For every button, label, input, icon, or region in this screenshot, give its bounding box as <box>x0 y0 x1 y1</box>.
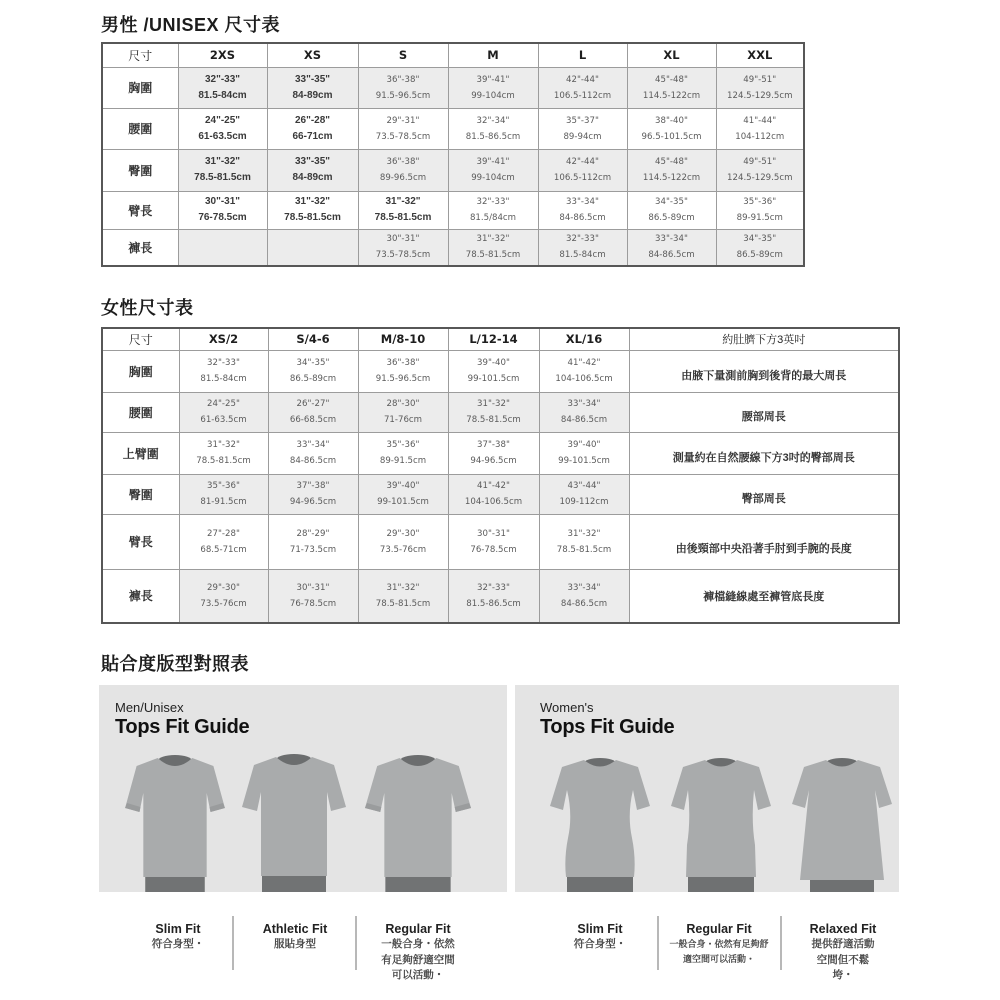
table-row-waist <box>102 392 899 432</box>
cm-value: 84-86.5cm <box>559 213 606 223</box>
cm-value: 81-91.5cm <box>200 497 247 507</box>
men-fit-caption-regular <box>358 921 478 984</box>
inch-value: 49"-51" <box>743 74 777 85</box>
inch-value: 30"-31" <box>204 196 241 207</box>
size-cell <box>538 149 627 191</box>
cm-value: 94-96.5cm <box>470 456 517 466</box>
row-label: 臀圍 <box>102 149 178 191</box>
size-cell-empty <box>267 229 358 266</box>
cm-value: 78.5-81.5cm <box>375 598 431 609</box>
men-fit-guide-panel <box>99 685 507 892</box>
inch-value: 33"-34" <box>566 197 599 207</box>
cm-value: 104-106.5cm <box>464 497 523 507</box>
cm-value: 84-86.5cm <box>560 415 608 425</box>
inch-value: 33"-34" <box>655 234 688 245</box>
size-cell <box>627 67 716 108</box>
inch-value: 34"-35" <box>743 234 777 245</box>
cm-value: 61-63.5cm <box>200 415 247 425</box>
size-cell <box>358 108 448 149</box>
inch-value: 29"-30" <box>207 582 240 593</box>
size-cell <box>627 229 716 266</box>
inch-value: 28"-29" <box>296 528 330 539</box>
inch-value: 33"-34" <box>567 582 601 593</box>
size-cell <box>267 191 358 229</box>
table-row-chest <box>102 67 804 108</box>
header-size-s: S <box>358 43 448 67</box>
cm-value: 86.5-89cm <box>289 374 337 384</box>
size-cell <box>267 67 358 108</box>
cm-value: 71-76cm <box>383 415 423 425</box>
cm-value: 84-86.5cm <box>648 250 695 261</box>
women-fit-caption-regular <box>659 921 779 967</box>
inch-value: 39"-41" <box>476 74 510 85</box>
inch-value: 31"-32" <box>294 196 331 207</box>
size-cell <box>539 392 629 432</box>
table-row-hip <box>102 474 899 514</box>
cm-value: 84-89cm <box>292 172 333 183</box>
cm-value: 91.5-96.5cm <box>375 90 431 101</box>
cm-value: 94-96.5cm <box>289 497 337 507</box>
size-cell <box>538 191 627 229</box>
cm-value: 109-112cm <box>559 497 609 507</box>
fit-name: Relaxed Fit <box>809 922 877 936</box>
table-row-arm-length <box>102 191 804 229</box>
cm-value: 68.5-71cm <box>200 544 247 555</box>
tshirt-athletic-fit-icon <box>242 754 346 892</box>
tshirt-women-slim-fit-icon <box>550 758 650 892</box>
men-fit-guide-tag: Men/Unisex <box>115 700 184 715</box>
fit-name: Slim Fit <box>155 922 201 936</box>
inch-value: 42"-44" <box>566 157 599 167</box>
tshirt-women-relaxed-fit-icon <box>792 758 892 892</box>
cm-value: 99-101.5cm <box>467 374 520 384</box>
inch-value: 39"-40" <box>477 358 510 368</box>
size-cell <box>358 514 448 569</box>
cm-value: 66-71cm <box>292 130 333 142</box>
table-row-pants-length <box>102 229 804 266</box>
header-size-label: 尺寸 <box>102 328 179 350</box>
inch-value: 32"-33" <box>476 197 510 207</box>
size-cell <box>358 67 448 108</box>
row-label: 胸圍 <box>102 67 178 108</box>
cm-value: 114.5-122cm <box>642 90 701 101</box>
inch-value: 37"-38" <box>296 481 330 491</box>
cm-value: 78.5-81.5cm <box>556 544 612 555</box>
inch-value: 41"-44" <box>743 115 777 126</box>
cm-value: 81.5-84cm <box>198 89 247 101</box>
cm-value: 114.5-122cm <box>642 173 701 183</box>
row-label: 褲長 <box>102 229 178 266</box>
size-cell <box>448 569 539 623</box>
size-cell <box>539 350 629 392</box>
header-size-l: L <box>538 43 627 67</box>
fit-name: Regular Fit <box>686 922 752 936</box>
measurement-note: 臀部周長 <box>629 474 899 514</box>
cm-value: 81.5-86.5cm <box>465 131 521 142</box>
cm-value: 71-73.5cm <box>289 544 337 555</box>
size-cell <box>268 392 358 432</box>
size-cell <box>448 514 539 569</box>
table-row-chest <box>102 350 899 392</box>
cm-value: 61-63.5cm <box>198 130 247 142</box>
size-cell <box>358 474 448 514</box>
men-size-chart-title: 男性 /UNISEX 尺寸表 <box>101 15 281 35</box>
inch-value: 33"-34" <box>296 440 330 450</box>
fit-description-line: 符合身型・ <box>151 938 205 950</box>
size-cell <box>178 108 267 149</box>
fit-description-line: 符合身型・ <box>573 938 627 950</box>
cm-value: 84-86.5cm <box>289 456 337 466</box>
cm-value: 73.5-78.5cm <box>375 250 431 261</box>
size-cell <box>358 350 448 392</box>
fit-description-line: 服貼身型 <box>274 938 316 950</box>
header-size-m: M <box>448 43 538 67</box>
inch-value: 35"-36" <box>743 197 777 207</box>
caption-divider <box>355 916 357 970</box>
cm-value: 73.5-76cm <box>200 598 247 609</box>
inch-value: 42"-44" <box>566 74 599 85</box>
size-cell <box>358 229 448 266</box>
cm-value: 89-94cm <box>563 131 602 142</box>
cm-value: 124.5-129.5cm <box>727 173 793 183</box>
inch-value: 24"-25" <box>207 399 240 409</box>
tshirt-regular-fit-icon <box>365 755 471 892</box>
cm-value: 104-112cm <box>735 131 785 142</box>
header-size-2xs: 2XS <box>178 43 267 67</box>
inch-value: 26"-27" <box>296 399 330 409</box>
measurement-note: 由腋下量測前胸到後背的最大周長 <box>629 350 899 392</box>
cm-value: 78.5-81.5cm <box>465 250 521 261</box>
inch-value: 36"-38" <box>386 358 420 368</box>
inch-value: 31"-32" <box>476 234 510 245</box>
size-cell <box>539 514 629 569</box>
size-cell <box>179 432 268 474</box>
women-fit-caption-relaxed <box>783 921 903 984</box>
size-cell <box>539 432 629 474</box>
fit-description-line: 空間但不鬆 <box>816 953 870 966</box>
cm-value: 66-68.5cm <box>289 415 337 425</box>
inch-value: 38"-40" <box>655 115 688 126</box>
inch-value: 31"-32" <box>207 440 240 450</box>
row-label: 褲長 <box>102 569 179 623</box>
inch-value: 35"-36" <box>207 481 240 491</box>
women-size-table <box>101 327 900 624</box>
cm-value: 76-78.5cm <box>289 598 337 609</box>
inch-value: 35"-37" <box>566 115 599 126</box>
cm-value: 73.5-76cm <box>379 544 427 555</box>
size-cell <box>179 392 268 432</box>
inch-value: 34"-35" <box>296 358 330 368</box>
inch-value: 33"-35" <box>294 73 331 85</box>
size-cell <box>448 350 539 392</box>
size-cell <box>448 108 538 149</box>
size-cell <box>267 108 358 149</box>
size-cell <box>448 67 538 108</box>
inch-value: 30"-31" <box>477 528 510 539</box>
table-row-upper-arm <box>102 432 899 474</box>
tshirt-slim-fit-icon <box>125 755 225 892</box>
cm-value: 91.5-96.5cm <box>375 374 431 384</box>
table-header-row <box>102 328 899 350</box>
inch-value: 31"-32" <box>386 582 420 593</box>
size-cell <box>539 474 629 514</box>
cm-value: 81.5-86.5cm <box>466 598 521 609</box>
size-cell <box>178 67 267 108</box>
header-size-s46: S/4-6 <box>268 328 358 350</box>
inch-value: 33"-35" <box>294 156 331 167</box>
measurement-note: 由後頸部中央沿著手肘到手腕的長度 <box>629 514 899 569</box>
fit-description-line: 適空間可以活動・ <box>682 954 755 964</box>
fit-description-line: 有足夠舒適空間 <box>381 953 455 966</box>
size-cell <box>268 474 358 514</box>
row-label: 臀圍 <box>102 474 179 514</box>
row-label: 臂長 <box>102 191 178 229</box>
table-row-hip <box>102 149 804 191</box>
cm-value: 99-101.5cm <box>558 456 610 466</box>
size-cell <box>716 108 804 149</box>
cm-value: 76-78.5cm <box>470 544 517 555</box>
cm-value: 84-89cm <box>292 89 333 101</box>
row-label: 胸圍 <box>102 350 179 392</box>
table-row-waist <box>102 108 804 149</box>
header-size-xl16: XL/16 <box>539 328 629 350</box>
women-fit-guide-panel <box>515 685 899 892</box>
cm-value: 106.5-112cm <box>553 90 612 101</box>
size-cell <box>267 149 358 191</box>
size-cell <box>358 392 448 432</box>
men-fit-caption-slim <box>118 921 238 953</box>
fit-name: Slim Fit <box>577 922 623 936</box>
size-cell-empty <box>178 229 267 266</box>
women-size-chart-title: 女性尺寸表 <box>101 298 194 318</box>
inch-value: 34"-35" <box>655 197 688 207</box>
caption-divider <box>780 916 782 970</box>
size-cell <box>448 229 538 266</box>
tshirt-women-regular-fit-icon <box>671 758 771 892</box>
fit-description-line: 一般合身・依然有足夠舒 <box>669 939 769 949</box>
size-cell <box>268 569 358 623</box>
inch-value: 32"-34" <box>476 115 510 126</box>
size-cell <box>448 432 539 474</box>
cm-value: 124.5-129.5cm <box>727 90 793 101</box>
row-label: 臂長 <box>102 514 179 569</box>
cm-value: 86.5-89cm <box>648 213 695 223</box>
header-size-l1214: L/12-14 <box>448 328 539 350</box>
header-size-xxl: XXL <box>716 43 804 67</box>
size-cell <box>448 474 539 514</box>
size-cell <box>627 149 716 191</box>
header-size-label: 尺寸 <box>102 43 178 67</box>
size-cell <box>538 108 627 149</box>
inch-value: 31"-32" <box>385 196 421 207</box>
cm-value: 99-104cm <box>471 173 515 183</box>
size-cell <box>716 67 804 108</box>
cm-value: 89-91.5cm <box>379 456 427 466</box>
inch-value: 41"-42" <box>567 358 601 368</box>
size-cell <box>448 392 539 432</box>
inch-value: 32"-33" <box>477 582 510 593</box>
cm-value: 99-101.5cm <box>377 497 429 507</box>
row-label: 腰圍 <box>102 108 178 149</box>
inch-value: 43"-44" <box>567 481 601 491</box>
size-cell <box>448 149 538 191</box>
fit-name: Regular Fit <box>385 922 451 936</box>
size-cell <box>268 432 358 474</box>
header-size-xs: XS <box>267 43 358 67</box>
fit-description-line: 提供舒適活動 <box>811 938 875 950</box>
measurement-note: 褲檔縫線處至褲管底長度 <box>629 569 899 623</box>
cm-value: 89-96.5cm <box>379 173 427 183</box>
inch-value: 39"-40" <box>567 440 601 450</box>
inch-value: 30"-31" <box>296 582 330 593</box>
cm-value: 84-86.5cm <box>560 598 608 609</box>
table-header-row <box>102 43 804 67</box>
measurement-note: 腰部周長 <box>629 392 899 432</box>
inch-value: 27"-28" <box>207 528 240 539</box>
inch-value: 37"-38" <box>477 440 510 450</box>
inch-value: 28"-30" <box>386 399 420 409</box>
inch-value: 31"-32" <box>204 156 241 167</box>
inch-value: 24"-25" <box>204 114 241 126</box>
fit-name: Athletic Fit <box>262 922 328 936</box>
row-label: 腰圍 <box>102 392 179 432</box>
size-cell <box>179 350 268 392</box>
size-cell <box>179 514 268 569</box>
inch-value: 36"-38" <box>386 157 420 167</box>
size-cell <box>448 191 538 229</box>
cm-value: 73.5-78.5cm <box>375 131 431 142</box>
size-cell <box>358 191 448 229</box>
cm-value: 96.5-101.5cm <box>641 131 702 142</box>
size-cell <box>268 350 358 392</box>
inch-value: 29"-30" <box>386 528 420 539</box>
women-fit-guide-tag: Women's <box>540 700 594 715</box>
inch-value: 32"-33" <box>204 73 241 85</box>
cm-value: 81.5-84cm <box>559 250 606 261</box>
cm-value: 81.5-84cm <box>200 374 247 384</box>
inch-value: 41"-42" <box>477 481 510 491</box>
table-row-pants-length <box>102 569 899 623</box>
fit-description-line: 垮・ <box>832 969 854 981</box>
size-cell <box>716 191 804 229</box>
inch-value: 45"-48" <box>655 157 688 167</box>
inch-value: 31"-32" <box>477 399 510 409</box>
row-label: 上臂圍 <box>102 432 179 474</box>
inch-value: 32"-33" <box>566 234 599 245</box>
inch-value: 45"-48" <box>655 74 688 85</box>
cm-value: 86.5-89cm <box>736 250 783 261</box>
inch-value: 31"-32" <box>567 528 601 539</box>
size-cell <box>538 67 627 108</box>
size-cell <box>716 229 804 266</box>
size-cell <box>178 149 267 191</box>
inch-value: 49"-51" <box>743 157 777 167</box>
cm-value: 104-106.5cm <box>555 374 613 384</box>
caption-divider <box>232 916 234 970</box>
inch-value: 32"-33" <box>207 358 240 368</box>
header-size-xl: XL <box>627 43 716 67</box>
size-cell <box>358 432 448 474</box>
inch-value: 30"-31" <box>386 234 420 245</box>
fit-guide-title: 貼合度版型對照表 <box>101 654 249 674</box>
inch-value: 39"-40" <box>386 481 420 491</box>
cm-value: 81.5/84cm <box>469 213 517 223</box>
inch-value: 29"-31" <box>386 115 420 126</box>
size-cell <box>716 149 804 191</box>
women-fit-caption-slim <box>540 921 660 953</box>
cm-value: 78.5-81.5cm <box>194 172 251 183</box>
header-size-xs2: XS/2 <box>179 328 268 350</box>
fit-description-line: 一般合身・依然 <box>381 938 455 950</box>
cm-value: 78.5-81.5cm <box>466 415 521 425</box>
measurement-note: 測量約在自然腰線下方3吋的臀部周長 <box>629 432 899 474</box>
size-cell <box>627 191 716 229</box>
table-row-arm-length <box>102 514 899 569</box>
header-note: 約肚臍下方3英吋 <box>629 328 899 350</box>
men-fit-caption-athletic <box>235 921 355 953</box>
cm-value: 78.5-81.5cm <box>196 456 251 466</box>
size-cell <box>179 569 268 623</box>
men-fit-guide-heading: Tops Fit Guide <box>115 716 250 738</box>
inch-value: 33"-34" <box>567 399 601 409</box>
size-cell <box>178 191 267 229</box>
size-cell <box>539 569 629 623</box>
cm-value: 106.5-112cm <box>553 173 612 183</box>
inch-value: 35"-36" <box>386 440 420 450</box>
cm-value: 78.5-81.5cm <box>374 212 432 223</box>
inch-value: 26"-28" <box>294 114 331 126</box>
size-cell <box>538 229 627 266</box>
size-cell <box>179 474 268 514</box>
size-cell <box>627 108 716 149</box>
cm-value: 78.5-81.5cm <box>284 212 341 223</box>
fit-description-line: 可以活動・ <box>391 969 445 981</box>
inch-value: 39"-41" <box>476 157 510 167</box>
inch-value: 36"-38" <box>386 74 420 85</box>
size-cell <box>358 569 448 623</box>
women-fit-guide-heading: Tops Fit Guide <box>540 716 675 738</box>
size-cell <box>358 149 448 191</box>
cm-value: 89-91.5cm <box>736 213 783 223</box>
men-size-table <box>101 42 805 267</box>
cm-value: 76-78.5cm <box>198 212 247 223</box>
header-size-m810: M/8-10 <box>358 328 448 350</box>
cm-value: 99-104cm <box>471 90 515 101</box>
size-cell <box>268 514 358 569</box>
